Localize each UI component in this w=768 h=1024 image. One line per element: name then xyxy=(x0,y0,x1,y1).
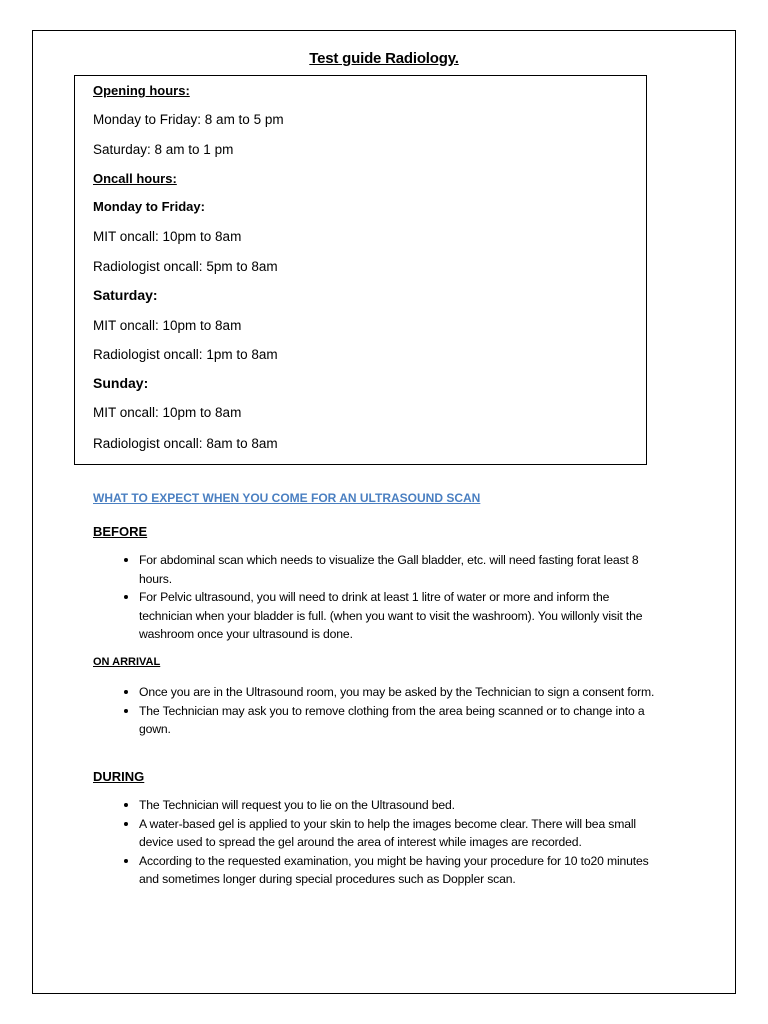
list-item: • For Pelvic ultrasound, you will need to drink at least 1 litre of water or more and inform the technician when your bladder is full. (when you want to visit the washroom). You willonly visit the washroom once your ultrasound is done. xyxy=(139,588,665,644)
on-arrival-heading: ON ARRIVAL xyxy=(93,656,161,668)
list-item: • The Technician may ask you to remove clothing from the area being scanned or to change into a gown. xyxy=(139,702,665,739)
document-title: Test guide Radiology. xyxy=(309,50,459,67)
during-list xyxy=(93,796,665,889)
list-item: • According to the requested examination, you might be having your procedure for 10 to20 minutes and sometimes longer during special procedures such as Doppler scan. xyxy=(139,852,665,889)
during-heading: DURING xyxy=(93,769,145,784)
sunday-radiologist-oncall: Radiologist oncall: 8am to 8am xyxy=(93,436,278,451)
list-item: • The Technician will request you to lie on the Ultrasound bed. xyxy=(139,796,665,815)
sunday-mit-oncall: MIT oncall: 10pm to 8am xyxy=(93,405,242,420)
weekday-opening-hours: Monday to Friday: 8 am to 5 pm xyxy=(93,112,284,127)
list-item: • A water-based gel is applied to your skin to help the images become clear. There will bea small device used to spread the gel around the area of interest while images are recorded. xyxy=(139,815,665,852)
opening-hours-heading: Opening hours: xyxy=(93,83,190,98)
mon-fri-radiologist-oncall: Radiologist oncall: 5pm to 8am xyxy=(93,259,278,274)
arrival-list xyxy=(93,683,665,739)
saturday-opening-hours: Saturday: 8 am to 1 pm xyxy=(93,142,234,157)
sunday-heading: Sunday: xyxy=(93,375,149,391)
mon-fri-mit-oncall: MIT oncall: 10pm to 8am xyxy=(93,229,242,244)
saturday-mit-oncall: MIT oncall: 10pm to 8am xyxy=(93,318,242,333)
mon-fri-heading: Monday to Friday: xyxy=(93,199,205,214)
saturday-heading: Saturday: xyxy=(93,287,158,303)
before-heading: BEFORE xyxy=(93,524,148,539)
list-item: • For abdominal scan which needs to visualize the Gall bladder, etc. will need fasting forat least 8 hours. xyxy=(139,551,665,588)
saturday-radiologist-oncall: Radiologist oncall: 1pm to 8am xyxy=(93,347,278,362)
ultrasound-heading-link[interactable]: WHAT TO EXPECT WHEN YOU COME FOR AN ULTRASOUND SCAN xyxy=(93,491,481,505)
before-list xyxy=(93,551,665,644)
list-item: • Once you are in the Ultrasound room, you may be asked by the Technician to sign a consent form. xyxy=(139,683,665,702)
oncall-hours-heading: Oncall hours: xyxy=(93,171,177,186)
